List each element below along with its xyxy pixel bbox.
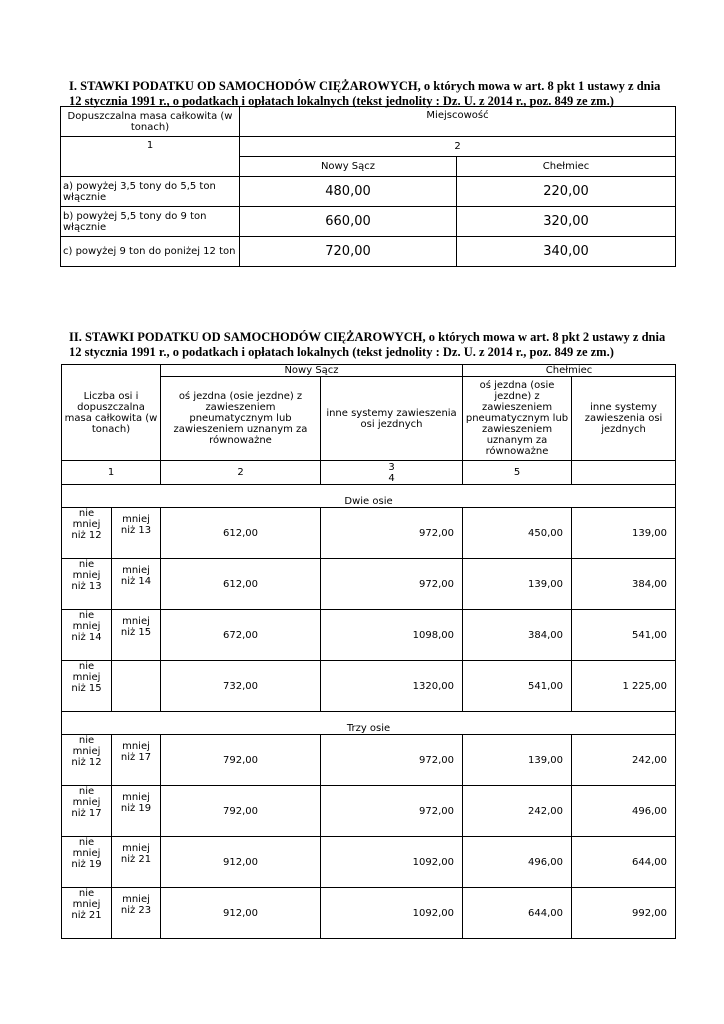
rate-a: 732,00 [161,661,321,712]
mass-from: nie mniej niż 21 [62,888,112,939]
rate-c: 384,00 [463,610,572,661]
section1-header-mass: Dopuszczalna masa całkowita (w tonach) [61,107,240,137]
rate-d: 384,00 [572,559,676,610]
col-number-1: 1 [62,461,161,485]
section1-title-line1: I. STAWKI PODATKU OD SAMOCHODÓW CIĘŻAROWYCH, o których mowa w art. 8 pkt 1 ustawy z dnia [69,79,661,93]
mass-to: mniej niż 14 [112,559,161,610]
mass-from: nie mniej niż 17 [62,786,112,837]
col-number-4: 4 [388,472,395,484]
header-pneumatic: oś jezdna (osie jezdne) z zawieszeniem pneumatycznym lub zawieszeniem uznanym za równoważne [161,377,321,461]
section1-heading [69,79,669,109]
section1-header-place: Miejscowość [240,107,676,137]
rate-b: 1092,00 [321,888,463,939]
mass-from: nie mniej niż 19 [62,837,112,888]
section2-title-line1: II. STAWKI PODATKU OD SAMOCHODÓW CIĘŻAROWYCH, o których mowa w art. 8 pkt 2 ustawy z dnia [69,330,666,344]
rate-d: 496,00 [572,786,676,837]
rate-c: 541,00 [463,661,572,712]
rate-b: 1092,00 [321,837,463,888]
group-title-two-axes: Dwie osie [62,485,676,508]
table-row [62,508,676,559]
col-number-3: 3 [388,461,395,473]
table-row [61,177,676,207]
col-number-3-4 [321,461,463,485]
table-row [62,837,676,888]
col-number-2: 2 [161,461,321,485]
rate-b: 972,00 [321,559,463,610]
rate-b: 1098,00 [321,610,463,661]
header-other-systems: inne systemy zawieszenia osi jezdnych [321,377,463,461]
rate-label: c) powyżej 9 ton do poniżej 12 ton [61,237,240,267]
section1-title-line2: 12 stycznia 1991 r., o podatkach i opłatach lokalnych (tekst jednolity : Dz. U. z 2014 r., poz. 849 ze zm.) [69,94,614,108]
rate-a: 792,00 [161,786,321,837]
table-row [62,786,676,837]
rate-c: 242,00 [463,786,572,837]
rate-d: 644,00 [572,837,676,888]
rate-a: 912,00 [161,888,321,939]
group-title-three-axes: Trzy osie [62,712,676,735]
section1-col2: 2 [240,137,676,157]
rate-b: 972,00 [321,735,463,786]
col-number-5: 5 [463,461,572,485]
rate-d: 992,00 [572,888,676,939]
mass-to: mniej niż 13 [112,508,161,559]
section1-town2: Chełmiec [457,157,676,177]
rate-a: 912,00 [161,837,321,888]
mass-from: nie mniej niż 12 [62,735,112,786]
rate-c: 139,00 [463,559,572,610]
mass-from: nie mniej niż 12 [62,508,112,559]
rate-a: 792,00 [161,735,321,786]
section2-title-line2: 12 stycznia 1991 r., o podatkach i opłatach lokalnych (tekst jednolity : Dz. U. z 2014 r., poz. 849 ze zm.) [69,345,614,359]
section1-town1: Nowy Sącz [240,157,457,177]
mass-to: mniej niż 19 [112,786,161,837]
section2-table [61,364,676,939]
header-other-systems-2: inne systemy zawieszenia osi jezdnych [572,377,676,461]
rate-b: 972,00 [321,786,463,837]
table-row [62,610,676,661]
mass-from: nie mniej niż 15 [62,661,112,712]
rate-label: a) powyżej 3,5 tony do 5,5 ton włącznie [61,177,240,207]
rate-a: 612,00 [161,559,321,610]
rate-value: 340,00 [457,237,676,267]
table-row [62,888,676,939]
rate-b: 1320,00 [321,661,463,712]
header-pneumatic-2: oś jezdna (osie jezdne) z zawieszeniem pneumatycznym lub zawieszeniem uznanym za równoważne [463,377,572,461]
rate-label: b) powyżej 5,5 tony do 9 ton włącznie [61,207,240,237]
section2-town2: Chełmiec [463,365,676,377]
rate-c: 139,00 [463,735,572,786]
section2-town1: Nowy Sącz [161,365,463,377]
mass-to: mniej niż 15 [112,610,161,661]
table-row [61,207,676,237]
rate-c: 450,00 [463,508,572,559]
header-axes: Liczba osi i dopuszczalna masa całkowita (w tonach) [62,365,161,461]
mass-to: mniej niż 23 [112,888,161,939]
section1-col1: 1 [61,137,240,177]
rate-value: 720,00 [240,237,457,267]
rate-d: 541,00 [572,610,676,661]
table-row [62,661,676,712]
mass-from: nie mniej niż 13 [62,559,112,610]
mass-to: mniej niż 21 [112,837,161,888]
rate-value: 320,00 [457,207,676,237]
rate-d: 139,00 [572,508,676,559]
rate-a: 612,00 [161,508,321,559]
rate-value: 480,00 [240,177,457,207]
mass-to [112,661,161,712]
rate-a: 672,00 [161,610,321,661]
section2-heading [69,330,669,360]
table-row [62,735,676,786]
section1-table [60,106,676,267]
rate-d: 1 225,00 [572,661,676,712]
mass-from: nie mniej niż 14 [62,610,112,661]
rate-value: 660,00 [240,207,457,237]
rate-d: 242,00 [572,735,676,786]
table-row [61,237,676,267]
rate-c: 644,00 [463,888,572,939]
rate-c: 496,00 [463,837,572,888]
mass-to: mniej niż 17 [112,735,161,786]
col-number-empty [572,461,676,485]
rate-value: 220,00 [457,177,676,207]
rate-b: 972,00 [321,508,463,559]
table-row [62,559,676,610]
